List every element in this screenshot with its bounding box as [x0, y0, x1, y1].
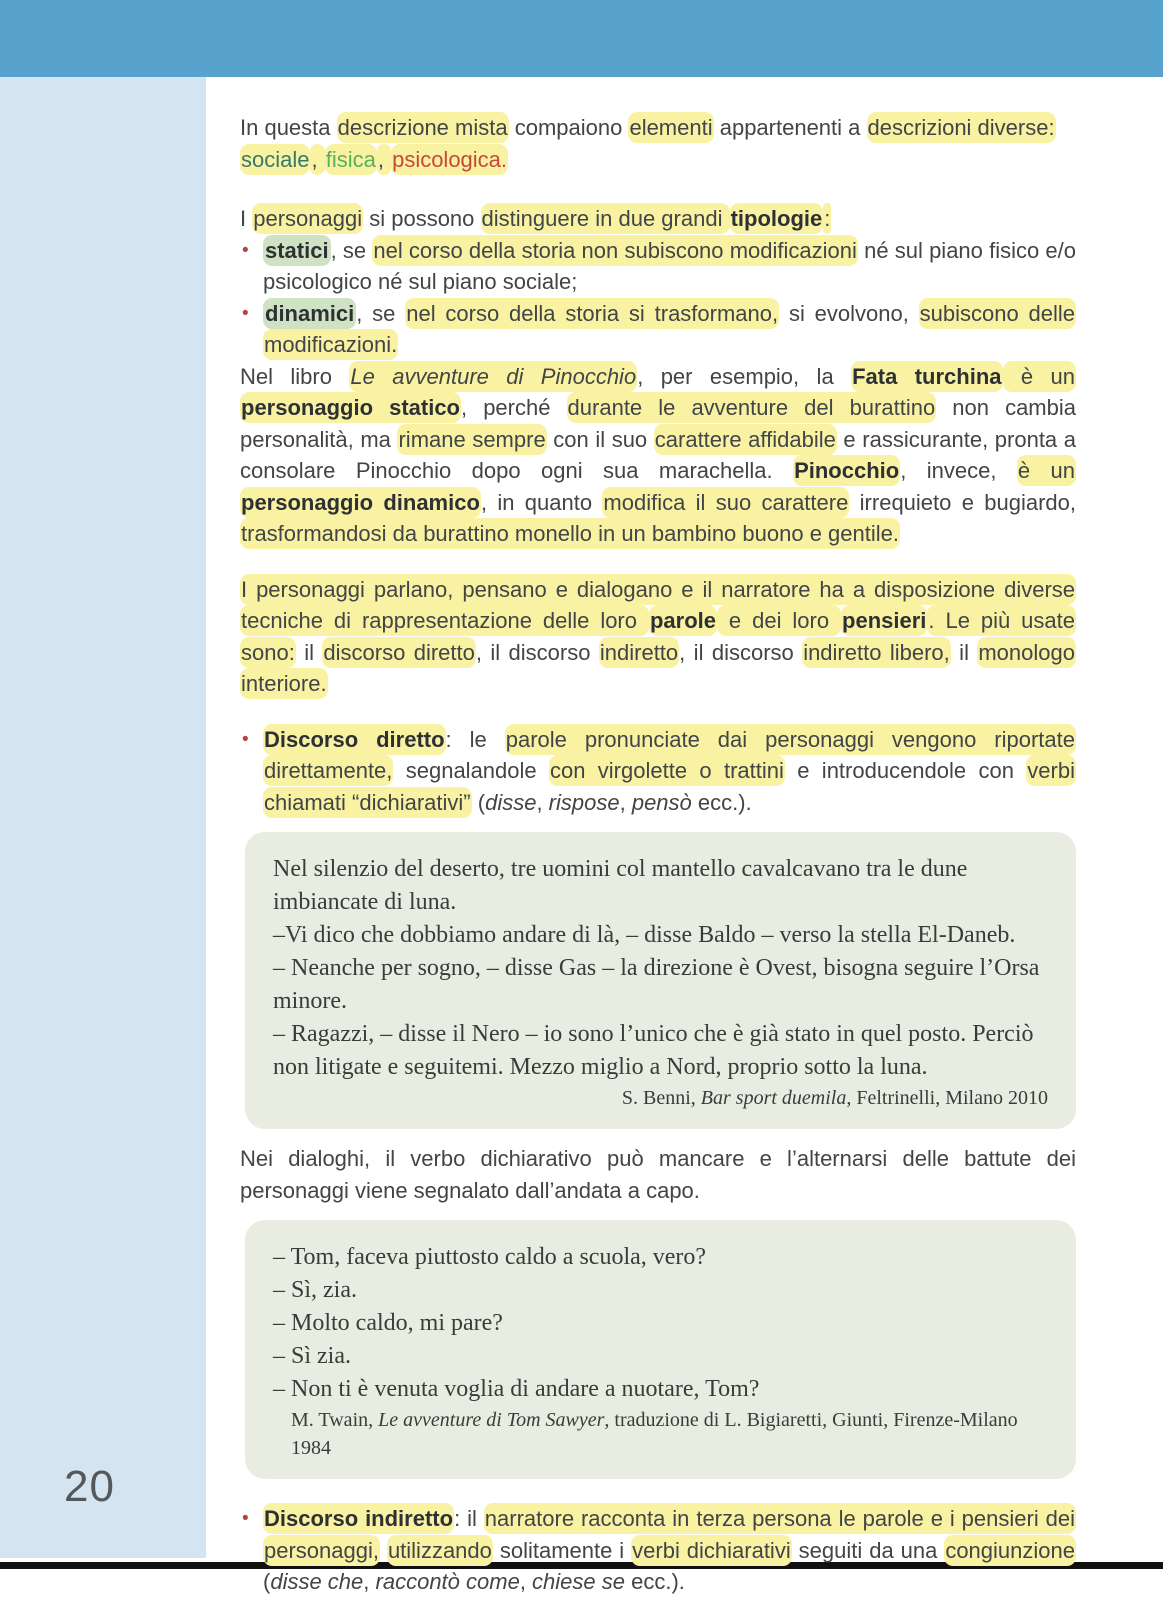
bullet-dot-icon: • [242, 728, 249, 750]
direct-speech-text: Discorso diretto: le parole pronunciate dai personaggi vengono riportate direttamente, segnalandole con virgolette o trattini e introducendole con verbi chiamati “dichiarativi” (disse, rispose, pensò ecc.). [263, 724, 1076, 819]
left-margin-column [0, 77, 206, 1558]
quote-box-benni [245, 832, 1076, 1129]
twain-quote-lines: – Tom, faceva piuttosto caldo a scuola, vero? – Sì, zia. – Molto caldo, mi pare? – Sì zia. – Non ti è venuta voglia di andare a nuotare, Tom? [273, 1244, 760, 1402]
benni-quote-lines: Nel silenzio del deserto, tre uomini col mantello cavalcavano tra le dune imbiancate di luna. –Vi dico che dobbiamo andare di là, – disse Baldo – verso la stella El-Daneb. – Neanche per sogno, – disse Gas – la direzione è Ovest, bisogna seguire l’Orsa minore. – Ragazzi, – disse il Nero – io sono l’unico che è già stato in quel posto. Perciò non litigate e seguitemi. Mezzo miglio a Nord, proprio sotto la luna. [273, 856, 1040, 1080]
dialog-note-paragraph: Nei dialoghi, il verbo dichiarativo può mancare e l’alternarsi delle battute dei personaggi viene segnalato dall’andata a capo. [240, 1146, 1076, 1203]
indirect-speech-text: Discorso indiretto: il narratore racconta in terza persona le parole e i pensieri dei personaggi, utilizzando solitamente i verbi dichiarativi seguiti da una congiunzione (disse che, raccontò come, chiese se ecc.). [263, 1503, 1076, 1598]
page-number: 20 [64, 1462, 115, 1511]
pinocchio-paragraph: Nel libro Le avventure di Pinocchio, per esempio, la Fata turchina è un personaggio statico, perché durante le avventure del burattino non cambia personalità, ma rimane sempre con il suo carattere affidabile e rassicurante, pronta a consolare Pinocchio dopo ogni sua marachella. Pinocchio, invece, è un personaggio dinamico, in quanto modifica il suo carattere irrequieto e bugiardo, trasformandosi da burattino monello in un bambino buono e gentile. [240, 361, 1076, 550]
twain-citation: M. Twain, Le avventure di Tom Sawyer, traduzione di L. Bigiaretti, Giunti, Firenze-Milano 1984 [291, 1409, 1018, 1459]
direct-speech-bullet [240, 724, 1076, 819]
bullet-dot-icon: • [242, 1508, 249, 1529]
bullet-dot-icon: • [242, 302, 249, 324]
bullet-dinamici [240, 298, 1076, 361]
bullet-statici-text: statici, se nel corso della storia non subiscono modificazioni né sul piano fisico e/o psicologico né sul piano sociale; [263, 235, 1076, 298]
quote-box-twain [245, 1220, 1076, 1479]
bullet-statici [240, 235, 1076, 298]
bullet-dinamici-text: dinamici, se nel corso della storia si trasformano, si evolvono, subiscono delle modificazioni. [263, 298, 1076, 361]
typology-intro-paragraph: I personaggi si possono distinguere in due grandi tipologie: [240, 203, 1076, 235]
indirect-speech-bullet [240, 1503, 1076, 1598]
bullet-dot-icon: • [242, 239, 249, 261]
techniques-paragraph: I personaggi parlano, pensano e dialogano e il narratore ha a disposizione diverse tecniche di rappresentazione delle loro parole e dei loro pensieri. Le più usate sono: il discorso diretto, il discorso indiretto, il discorso indiretto libero, il monologo interiore. [240, 574, 1076, 700]
top-color-bar [0, 0, 1163, 77]
main-content [240, 112, 1076, 1598]
benni-citation: S. Benni, Bar sport duemila, Feltrinelli, Milano 2010 [621, 1087, 1048, 1109]
intro-paragraph: In questa descrizione mista compaiono elementi appartenenti a descrizioni diverse: sociale, fisica, psicologica. [240, 112, 1076, 175]
